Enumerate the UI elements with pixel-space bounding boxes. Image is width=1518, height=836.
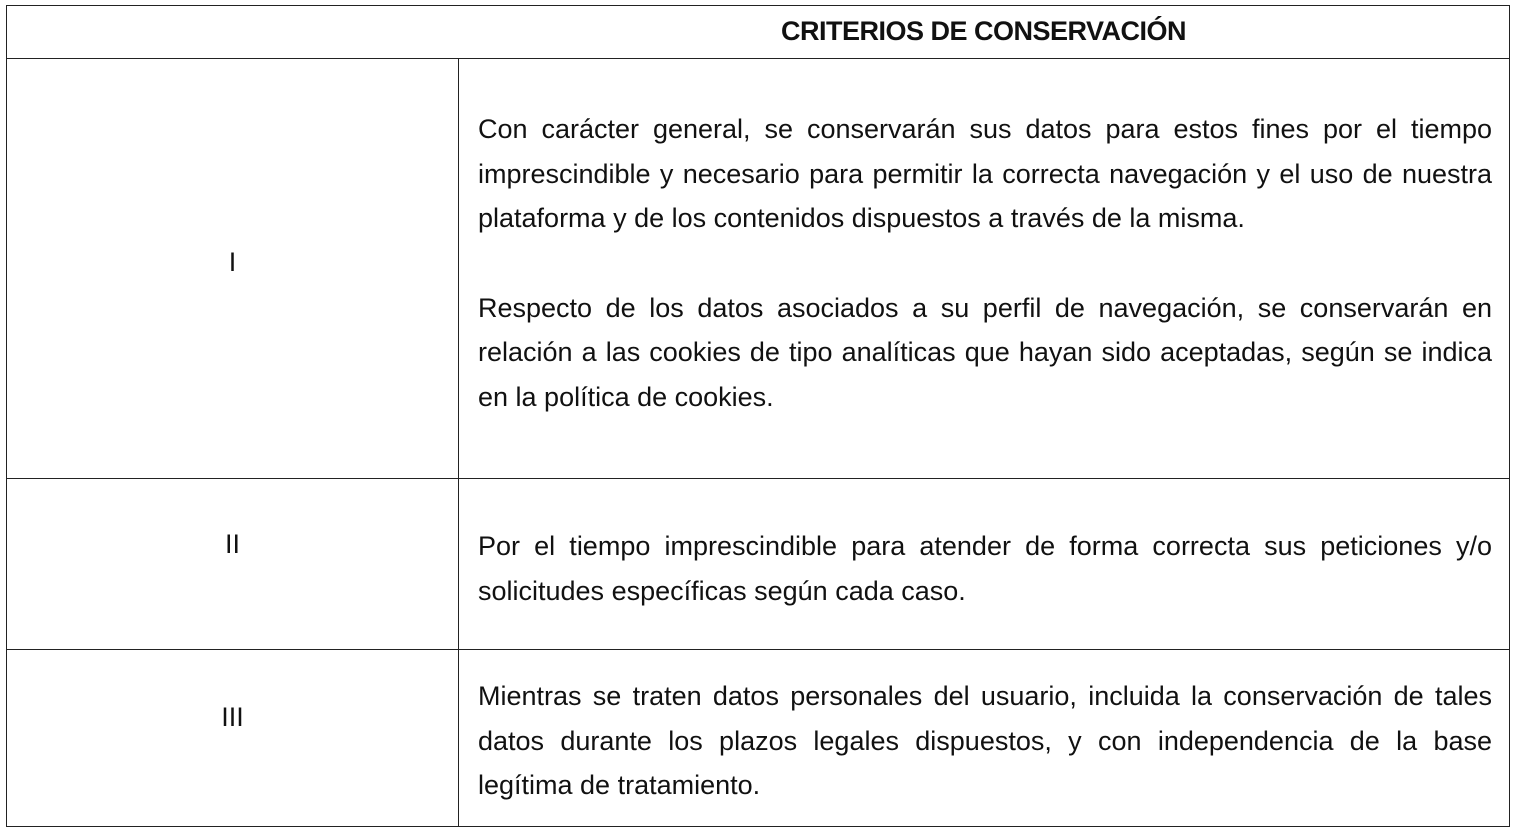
table-row-3: [7, 650, 1509, 826]
row-number: I: [228, 247, 237, 277]
table-row-2: [7, 479, 1509, 650]
row-text: [478, 107, 1492, 419]
row-text: [478, 674, 1492, 808]
table-header-title: CRITERIOS DE CONSERVACIÓN: [780, 16, 1187, 46]
row-number: III: [221, 702, 244, 732]
row-number: II: [224, 529, 240, 559]
row-paragraph: Con carácter general, se conservarán sus datos para estos fines por el tiempo imprescindible y necesario para permitir la correcta navegación y el uso de nuestra plataforma y de los contenidos dispuestos a través de la misma.: [478, 114, 1492, 233]
row-text: [478, 524, 1492, 613]
table-row-1: [7, 59, 1509, 479]
retention-criteria-table: [6, 5, 1510, 827]
row-paragraph: Por el tiempo imprescindible para atender de forma correcta sus peticiones y/o solicitudes específicas según cada caso.: [478, 531, 1492, 606]
table-header-row: [7, 6, 1509, 59]
row-paragraph: Mientras se traten datos personales del usuario, incluida la conservación de tales datos durante los plazos legales dispuestos, y con independencia de la base legítima de tratamiento.: [478, 681, 1492, 800]
row-paragraph: Respecto de los datos asociados a su perfil de navegación, se conservarán en relación a las cookies de tipo analíticas que hayan sido aceptadas, según se indica en la política de cookies.: [478, 292, 1492, 412]
